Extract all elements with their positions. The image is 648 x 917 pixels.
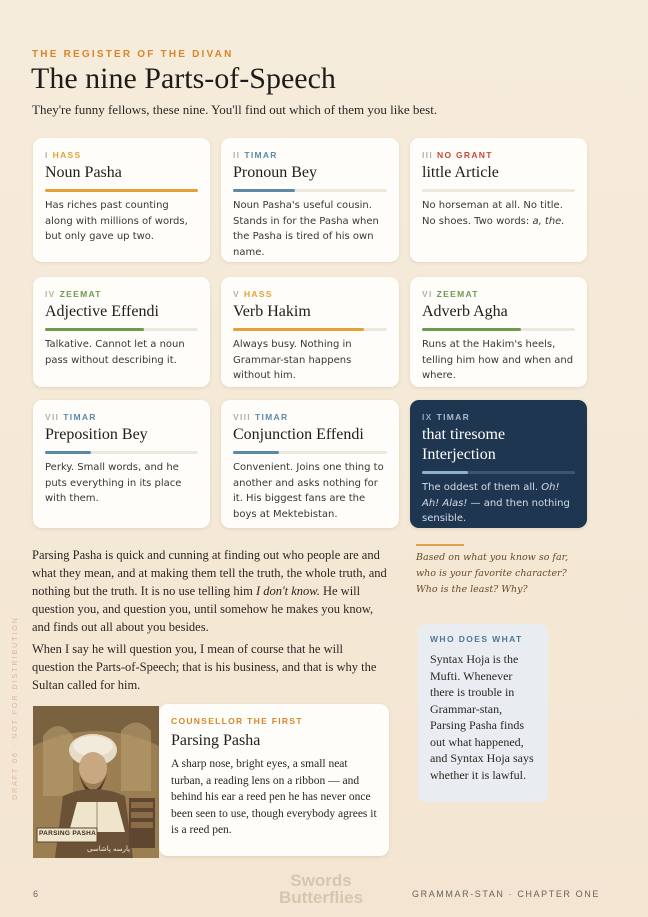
card-name: Conjunction Effendi [233, 426, 364, 443]
section-kicker: THE REGISTER OF THE DIVAN [32, 49, 234, 60]
rank-bar-fill [45, 189, 198, 192]
card-rank: ZEEMAT [59, 289, 102, 299]
card-noun-pasha [33, 138, 210, 262]
card-numeral: V [233, 289, 240, 299]
desc-text: No horseman at all. No title. No shoes. Two words: [422, 200, 563, 227]
card-numeral: VIII [233, 412, 251, 422]
note-line: Based on what you know so far, [416, 552, 569, 563]
card-numeral: VI [422, 289, 433, 299]
card-name: Verb Hakim [233, 303, 311, 320]
rank-bar-fill [422, 471, 468, 474]
rank-bar-fill [233, 328, 364, 331]
card-conjunction-effendi [221, 400, 399, 528]
card-numeral: III [422, 150, 433, 160]
note-line: who is your favorite character? [416, 568, 567, 579]
rank-bar [422, 189, 575, 192]
counsellor-name: Parsing Pasha [171, 732, 261, 749]
card-name: little Article [422, 164, 499, 181]
body-paragraph-2: When I say he will question you, I mean of course that he will question the Parts-of-Speech; that is his business, and that is why the Sultan called for him. [32, 642, 377, 692]
rank-bar [422, 471, 575, 474]
card-name: Noun Pasha [45, 164, 122, 181]
rank-bar [233, 189, 387, 192]
card-tag [422, 412, 575, 422]
rank-bar [45, 189, 198, 192]
body-paragraph-1 [32, 546, 387, 636]
rank-bar-fill [45, 328, 144, 331]
card-numeral: II [233, 150, 241, 160]
counsellor-tag: COUNSELLOR THE FIRST [171, 716, 303, 726]
rank-bar [45, 451, 198, 454]
card-numeral: IV [45, 289, 56, 299]
card-adjective-effendi [33, 277, 210, 387]
card-tag [422, 150, 575, 160]
card-tag [233, 289, 387, 299]
card-tag [45, 412, 198, 422]
page-title: The nine Parts-of-Speech [31, 62, 336, 95]
rank-bar [233, 451, 387, 454]
rank-bar [45, 328, 198, 331]
card-preposition-bey [33, 400, 210, 528]
card-little-article [410, 138, 587, 262]
card-rank: TIMAR [436, 412, 471, 422]
rank-bar-fill [233, 189, 295, 192]
rank-bar-fill [422, 328, 521, 331]
logo-line-1: Swords [290, 871, 352, 890]
sidebox-heading: WHO DOES WHAT [430, 634, 523, 644]
counsellor-description: A sharp nose, bright eyes, a small neat turban, a reading lens on a ribbon — and behind his ear a reed pen he has never once been seen to use, though everybody agrees it is a reed pen. [171, 758, 377, 836]
card-numeral: IX [422, 412, 433, 422]
card-description: Always busy. Nothing in Grammar-stan happens without him. [233, 339, 352, 381]
card-tag [45, 150, 198, 160]
desc-emphasis: Oh! Ah! Alas! [422, 482, 560, 509]
desc-text: The oddest of them all. [422, 482, 542, 493]
card-tag [45, 289, 198, 299]
counsellor-card [159, 704, 389, 856]
logo-line-2: Butterflies [278, 888, 364, 907]
card-tag [233, 412, 387, 422]
card-name: Preposition Bey [45, 426, 148, 443]
paragraph-text: Parsing Pasha is quick and cunning at finding out who people are and what they mean, and at making them tell the truth, the whole truth, and nothing but the truth. It is no use telling him [32, 548, 387, 598]
card-tag [422, 289, 575, 299]
card-description: Runs at the Hakim's heels, telling him how and when and where. [422, 339, 574, 381]
note-line: Who is the least? Why? [416, 584, 528, 595]
card-verb-hakim [221, 277, 399, 387]
page-subtitle: They're funny fellows, these nine. You'll find out which of them you like best. [32, 102, 438, 117]
draft-watermark [2, 520, 19, 800]
rank-bar-fill [233, 451, 279, 454]
draft-watermark-text: DRAFT 06 · NOT FOR DISTRIBUTION [12, 616, 19, 800]
card-pronoun-bey [221, 138, 399, 262]
card-adverb-agha [410, 277, 587, 387]
card-rank: HASS [52, 150, 82, 160]
card-description [422, 480, 575, 527]
margin-note [416, 550, 596, 598]
card-tag [233, 150, 387, 160]
card-description: Convenient. Joins one thing to another and asks nothing for it. His biggest fans are the boys at Mektebistan. [233, 462, 384, 520]
card-description: Noun Pasha's useful cousin. Stands in for the Pasha when the Pasha is tired of his own name. [233, 200, 379, 258]
card-rank: TIMAR [244, 150, 278, 160]
paragraph-emphasis: I don't know. [255, 584, 320, 598]
desc-emphasis: a, the. [532, 215, 565, 227]
card-rank: NO GRANT [437, 150, 493, 160]
portrait-caption: PARSING PASHA [39, 830, 97, 837]
card-name: that tiresome Interjection [422, 426, 506, 463]
desc-text: — and then nothing sensible. [422, 497, 570, 524]
who-does-what-box [418, 624, 548, 802]
page-number: 6 [33, 889, 39, 899]
sidebox-text: Syntax Hoja is the Mufti. Whenever there is trouble in Grammar-stan, Parsing Pasha finds out what happened, and Syntax Hoja says whether it is lawful. [430, 652, 534, 782]
card-description: Has riches past counting along with millions of words, but only gave up two. [45, 200, 188, 242]
card-interjection [410, 400, 587, 528]
card-numeral: VII [45, 412, 60, 422]
note-accent-line [416, 544, 464, 546]
rank-bar [233, 328, 387, 331]
card-rank: TIMAR [63, 412, 97, 422]
card-description: Talkative. Cannot let a noun pass without describing it. [45, 339, 185, 366]
card-name: Adverb Agha [422, 303, 508, 320]
card-description [422, 198, 575, 229]
paragraph-text: He will question you, and question you, until somehow he makes you know, and finds out all about you besides. [32, 584, 374, 634]
portrait-script-caption: پارسه پاشاسی [87, 845, 131, 853]
card-name: Adjective Effendi [45, 303, 159, 320]
parsing-pasha-portrait [33, 706, 159, 858]
card-rank: TIMAR [254, 412, 289, 422]
rank-bar-fill [45, 451, 91, 454]
rank-bar [422, 328, 575, 331]
card-numeral: I [45, 150, 49, 160]
card-rank: HASS [243, 289, 273, 299]
card-rank: ZEEMAT [436, 289, 479, 299]
book-logo [277, 872, 365, 906]
running-footer: GRAMMAR-STAN · CHAPTER ONE [412, 889, 600, 899]
card-description: Perky. Small words, and he puts everything in its place with them. [45, 462, 182, 504]
card-name: Pronoun Bey [233, 164, 317, 181]
